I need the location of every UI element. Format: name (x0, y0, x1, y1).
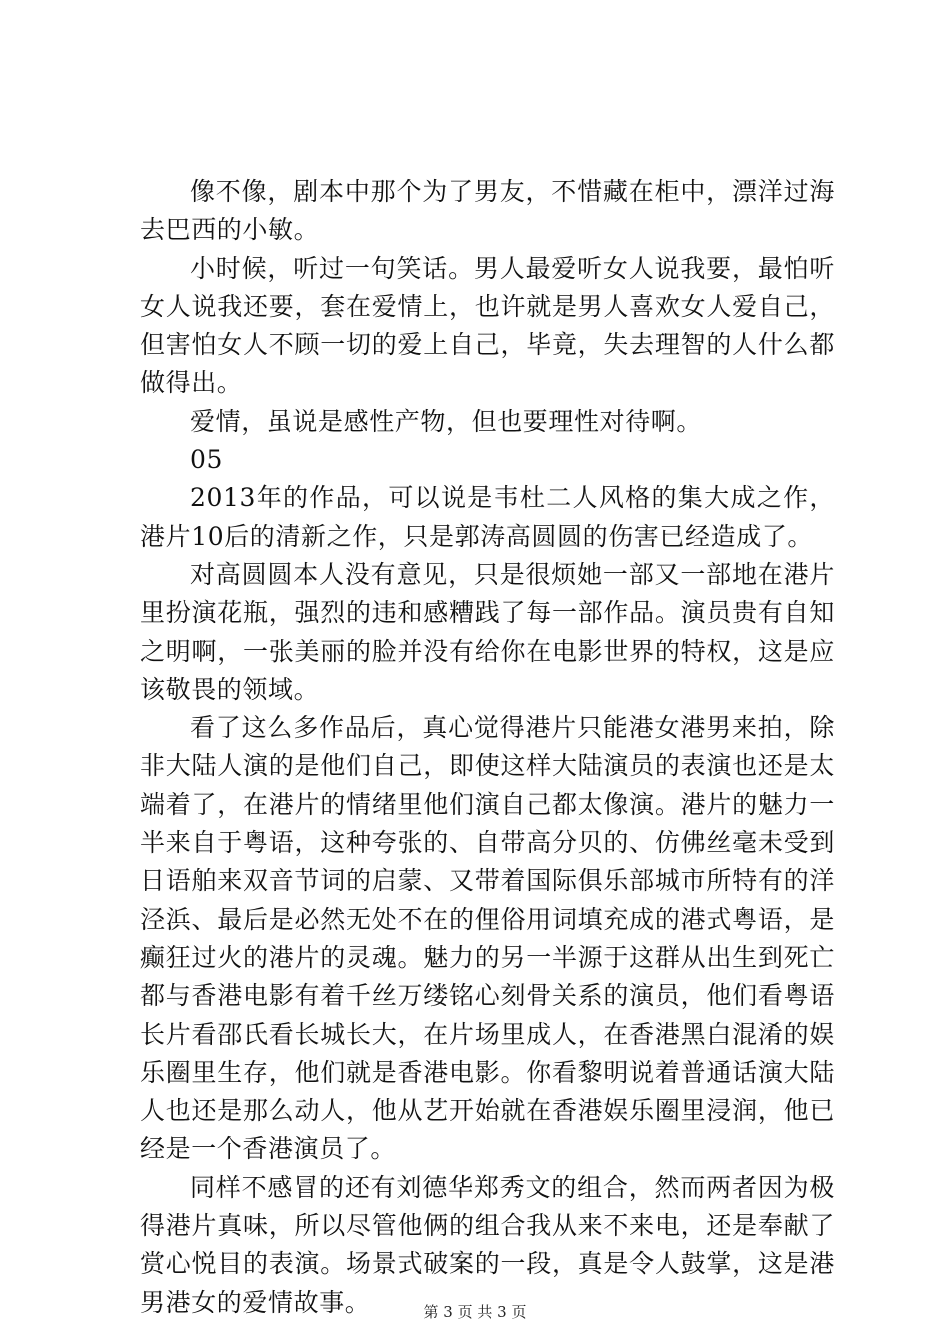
paragraph: 2013年的作品，可以说是韦杜二人风格的集大成之作，港片10后的清新之作，只是郭涛高圆圆的伤害已经造成了。 (140, 483, 835, 551)
page-footer: 第 3 页 共 3 页 (423, 1303, 527, 1321)
paragraph: 看了这么多作品后，真心觉得港片只能港女港男来拍，除非大陆人演的是他们自己，即使这样大陆演员的表演也还是太端着了，在港片的情绪里他们演自己都太像演。港片的魅力一半来自于粤语，这种夸张的、自带高分贝的、仿佛丝毫未受到日语舶来双音节词的启蒙、又带着国际俱乐部城市所特有的洋泾浜、最后是必然无处不在的俚俗用词填充成的港式粤语，是癫狂过火的港片的灵魂。魅力的另一半源于这群从出生到死亡都与香港电影有着千丝万缕铭心刻骨关系的演员，他们看粤语长片看邵氏看长城长大，在片场里成人，在香港黑白混淆的娱乐圈里生存，他们就是香港电影。你看黎明说着普通话演大陆人也还是那么动人，他从艺开始就在香港娱乐圈里浸润，他已经是一个香港演员了。 (140, 713, 835, 1164)
paragraph: 对高圆圆本人没有意见，只是很烦她一部又一部地在港片里扮演花瓶，强烈的违和感糟践了每一部作品。演员贵有自知之明啊，一张美丽的脸并没有给你在电影世界的特权，这是应该敬畏的领域。 (140, 559, 835, 704)
section-number: 05 (190, 445, 224, 475)
paragraph: 像不像，剧本中那个为了男友，不惜藏在柜中，漂洋过海去巴西的小敏。 (140, 177, 835, 245)
document-body (140, 173, 835, 1322)
paragraph: 同样不感冒的还有刘德华郑秀文的组合，然而两者因为极得港片真味，所以尽管他俩的组合我从来不来电，还是奉献了赏心悦目的表演。场景式破案的一段，真是令人鼓掌，这是港男港女的爱情故事。 (140, 1172, 835, 1317)
paragraph: 小时候，听过一句笑话。男人最爱听女人说我要，最怕听女人说我还要，套在爱情上，也许就是男人喜欢女人爱自己，但害怕女人不顾一切的爱上自己，毕竟，失去理智的人什么都做得出。 (140, 253, 835, 398)
paragraph: 爱情，虽说是感性产物，但也要理性对待啊。 (190, 406, 703, 436)
